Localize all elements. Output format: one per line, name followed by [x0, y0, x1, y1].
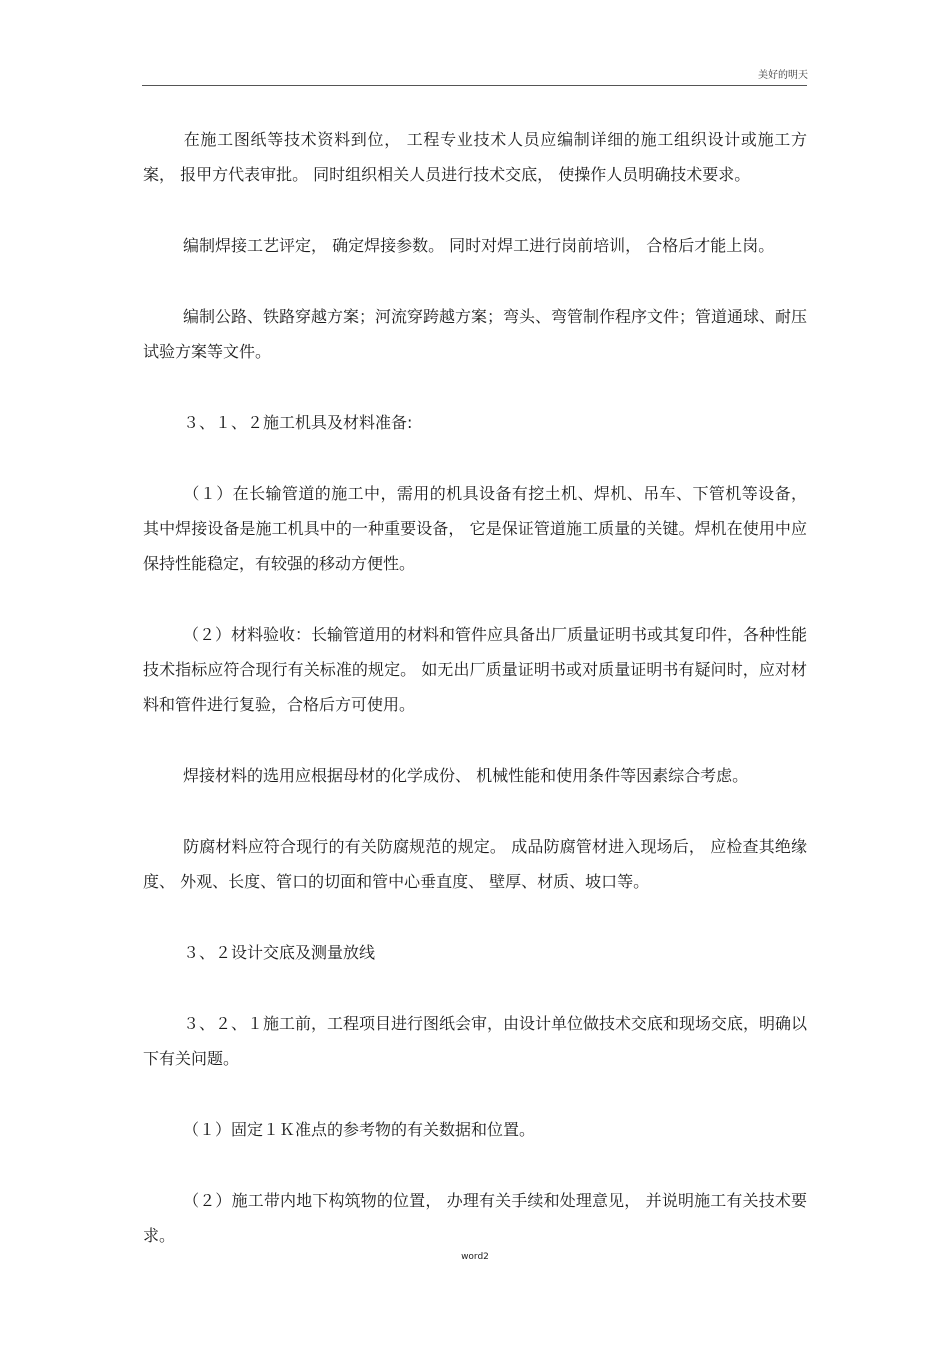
paragraph-text: （１）固定１Ｋ准点的参考物的有关数据和位置。 — [183, 1120, 536, 1139]
paragraph-5 — [143, 476, 807, 581]
paragraph-2 — [143, 228, 807, 263]
heading-text: ３、１、２施工机具及材料准备: — [183, 413, 413, 432]
paragraph-1 — [143, 122, 807, 192]
paragraph-text: ３、２、１施工前，工程项目进行图纸会审，由设计单位做技术交底和现场交底，明确以下有关问题。 — [143, 1014, 808, 1068]
heading-text: ３、２设计交底及测量放线 — [183, 943, 376, 962]
paragraph-text: 焊接材料的选用应根据母材的化学成份、 机械性能和使用条件等因素综合考虑。 — [183, 766, 749, 785]
paragraph-text: （２）施工带内地下构筑物的位置， 办理有关手续和处理意见， 并说明施工有关技术要求。 — [143, 1191, 807, 1245]
section-heading-3-1-2 — [143, 405, 807, 440]
section-heading-3-2 — [143, 935, 807, 970]
paragraph-text: （２）材料验收：长输管道用的材料和管件应具备出厂质量证明书或其复印件，各种性能技术指标应符合现行有关标准的规定。 如无出厂质量证明书或对质量证明书有疑问时，应对材料和管件进行复验，合格后方可使用。 — [143, 625, 808, 714]
page-footer: word2 — [461, 1252, 489, 1262]
paragraph-text: 在施工图纸等技术资料到位， 工程专业技术人员应编制详细的施工组织设计或施工方案， 报甲方代表审批。 同时组织相关人员进行技术交底， 使操作人员明确技术要求。 — [143, 130, 807, 184]
document-body — [143, 122, 807, 1289]
page-header-text: 美好的明天 — [758, 70, 808, 81]
paragraph-7 — [143, 758, 807, 793]
paragraph-text: 编制焊接工艺评定， 确定焊接参数。 同时对焊工进行岗前培训， 合格后才能上岗。 — [183, 236, 775, 255]
paragraph-text: （１）在长输管道的施工中，需用的机具设备有挖土机、焊机、吊车、下管机等设备， 其中焊接设备是施工机具中的一种重要设备， 它是保证管道施工质量的关键。焊机在使用中应保持性能稳定，有较强的移动方便性。 — [143, 484, 807, 573]
paragraph-6 — [143, 617, 807, 722]
paragraph-text: 编制公路、铁路穿越方案；河流穿跨越方案；弯头、弯管制作程序文件；管道通球、耐压试验方案等文件。 — [143, 307, 808, 361]
paragraph-8 — [143, 829, 807, 899]
paragraph-10 — [143, 1006, 807, 1076]
paragraph-12 — [143, 1183, 807, 1253]
paragraph-text: 防腐材料应符合现行的有关防腐规范的规定。 成品防腐管材进入现场后， 应检查其绝缘度、 外观、长度、管口的切面和管中心垂直度、 壁厚、材质、坡口等。 — [143, 837, 807, 891]
paragraph-11 — [143, 1112, 807, 1147]
header-divider — [142, 85, 807, 86]
paragraph-3 — [143, 299, 807, 369]
